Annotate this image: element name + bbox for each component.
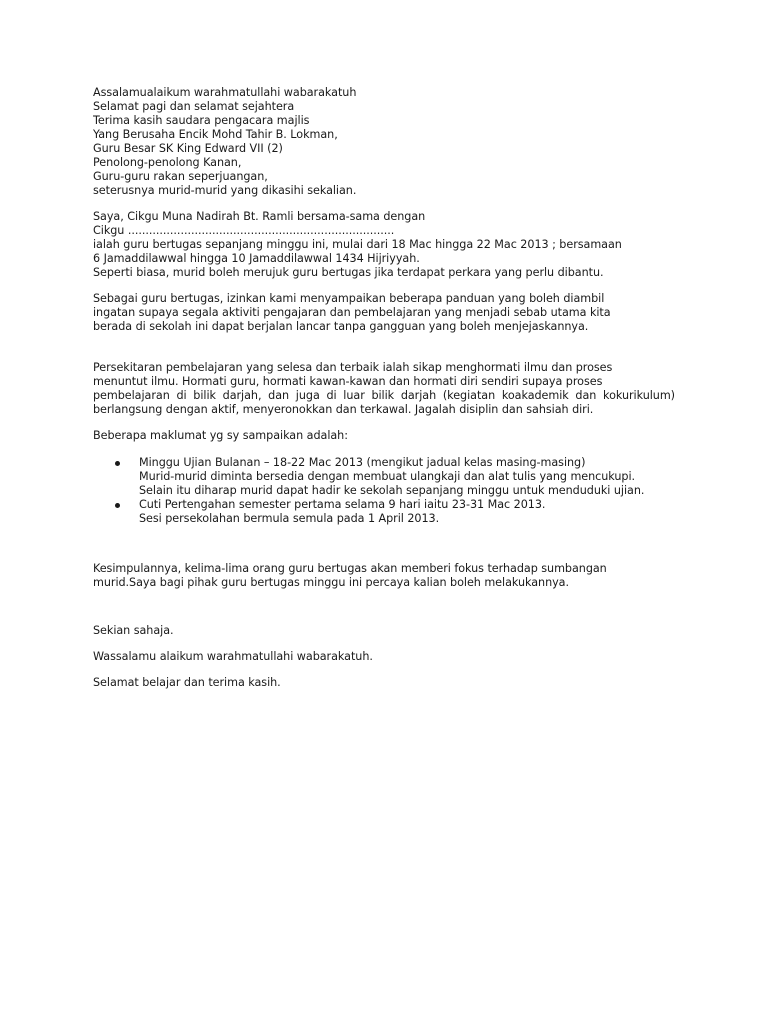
guidance-line: berada di sekolah ini dapat berjalan lancar tanpa gangguan yang boleh menjejaskannya. (93, 320, 589, 333)
greeting-line: seterusnya murid-murid yang dikasihi sekalian. (93, 184, 357, 197)
intro-line: ialah guru bertugas sepanjang minggu ini, mulai dari 18 Mac hingga 22 Mac 2013 ; bersamaan (93, 238, 622, 251)
intro-line: 6 Jamaddilawwal hingga 10 Jamaddilawwal 1434 Hijriyyah. (93, 252, 420, 265)
bullet-line: Selain itu diharap murid dapat hadir ke sekolah sepanjang minggu untuk menduduki ujian. (139, 484, 645, 497)
speech-text (93, 86, 675, 690)
guidance-line: ingatan supaya segala aktiviti pengajaran dan pembelajaran yang menjadi sebab utama kita (93, 306, 611, 319)
greeting-paragraph (93, 86, 675, 198)
environment-line: Persekitaran pembelajaran yang selesa dan terbaik ialah sikap menghormati ilmu dan proses (93, 361, 613, 374)
info-bullet-list (93, 456, 675, 526)
greeting-line: Terima kasih saudara pengacara majlis (93, 114, 310, 127)
info-heading: Beberapa maklumat yg sy sampaikan adalah: (93, 429, 348, 442)
bullet-line: Murid-murid diminta bersedia dengan membuat ulangkaji dan alat tulis yang mencukupi. (139, 470, 636, 483)
greeting-line: Guru Besar SK King Edward VII (2) (93, 142, 283, 155)
intro-paragraph (93, 210, 675, 280)
guidance-paragraph (93, 292, 675, 334)
bullet-line: Minggu Ujian Bulanan – 18-22 Mac 2013 (mengikut jadual kelas masing-masing) (139, 456, 586, 469)
bullet-line: Sesi persekolahan bermula semula pada 1 April 2013. (139, 512, 440, 525)
closing-thanks: Selamat belajar dan terima kasih. (93, 676, 281, 689)
greeting-line: Guru-guru rakan seperjuangan, (93, 170, 268, 183)
bullet-item-exam (93, 456, 675, 498)
closing-sekian: Sekian sahaja. (93, 624, 174, 637)
greeting-line: Penolong-penolong Kanan, (93, 156, 242, 169)
bullet-icon (115, 503, 120, 508)
environment-paragraph (93, 361, 675, 417)
intro-line: Cikgu ............................................................................ (93, 224, 395, 237)
intro-line: Saya, Cikgu Muna Nadirah Bt. Ramli bersama-sama dengan (93, 210, 426, 223)
conclusion-line: murid.Saya bagi pihak guru bertugas minggu ini percaya kalian boleh melakukannya. (93, 576, 569, 589)
intro-line: Seperti biasa, murid boleh merujuk guru bertugas jika terdapat perkara yang perlu dibantu. (93, 266, 604, 279)
guidance-line: Sebagai guru bertugas, izinkan kami menyampaikan beberapa panduan yang boleh diambil (93, 292, 605, 305)
bullet-icon (115, 461, 120, 466)
greeting-line: Selamat pagi dan selamat sejahtera (93, 100, 295, 113)
environment-line: menuntut ilmu. Hormati guru, hormati kawan-kawan dan hormati diri sendiri supaya proses (93, 375, 603, 388)
bullet-line: Cuti Pertengahan semester pertama selama 9 hari iaitu 23-31 Mac 2013. (139, 498, 546, 511)
conclusion-line: Kesimpulannya, kelima-lima orang guru bertugas akan memberi fokus terhadap sumbangan (93, 562, 607, 575)
conclusion-paragraph (93, 562, 675, 590)
closing-wassalam: Wassalamu alaikum warahmatullahi wabarakatuh. (93, 650, 373, 663)
greeting-line: Assalamualaikum warahmatullahi wabarakatuh (93, 86, 357, 99)
environment-justified-text: pembelajaran di bilik darjah, dan juga di luar bilik darjah (kegiatan koakademik dan kokurikulum) berlangsung dengan aktif, menyeronokkan dan terkawal. Jagalah disiplin dan sahsiah diri. (93, 389, 675, 416)
greeting-line: Yang Berusaha Encik Mohd Tahir B. Lokman, (93, 128, 338, 141)
bullet-item-holiday (93, 498, 675, 526)
